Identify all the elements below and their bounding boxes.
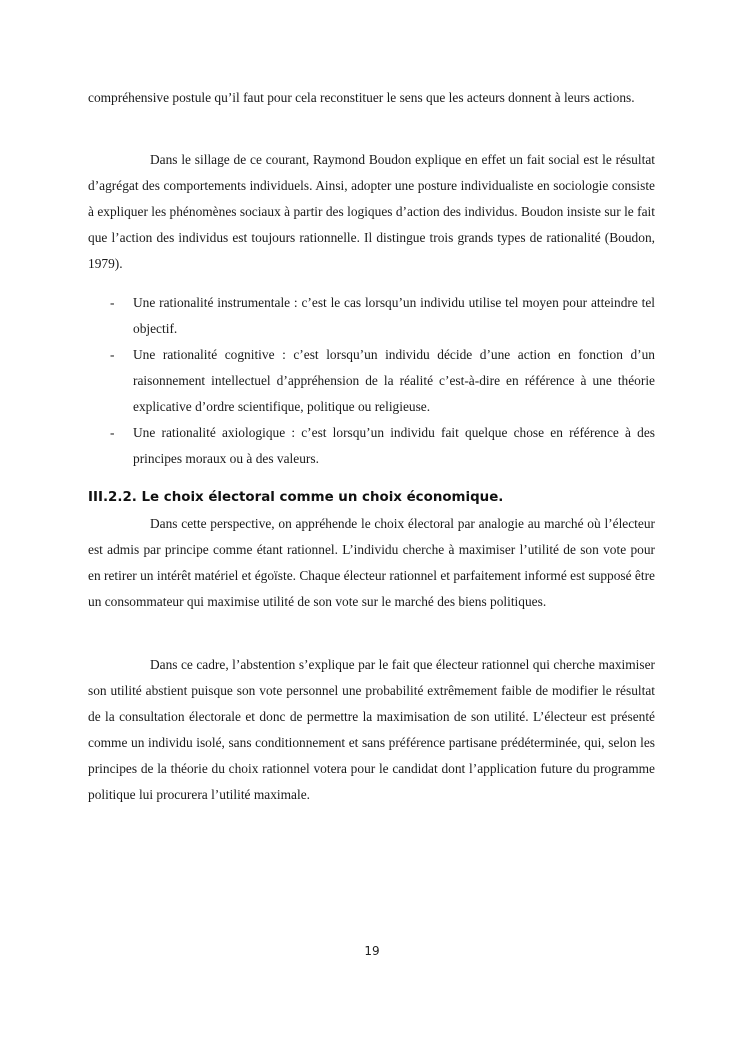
section-heading: III.2.2. Le choix électoral comme un choix économique. bbox=[88, 490, 504, 505]
bullet-dash: - bbox=[110, 295, 115, 310]
paragraph-boudon: Dans le sillage de ce courant, Raymond Boudon explique en effet un fait social est le résultat d’agrégat des comportements individuels. Ainsi, adopter une posture individualiste en sociologie consiste à expliquer les phénomènes sociaux à partir des logiques d’action des individus. Boudon insiste sur le fait que l’action des individus est toujours rationnelle. Il distingue trois grands types de rationalité (Boudon, 1979). bbox=[88, 152, 655, 271]
bullet-dash: - bbox=[110, 425, 115, 440]
list-item bbox=[88, 290, 655, 342]
paragraph-intro-end: compréhensive postule qu’il faut pour cela reconstituer le sens que les acteurs donnent à leurs actions. bbox=[88, 90, 635, 105]
list-item bbox=[88, 420, 655, 472]
list-item bbox=[88, 342, 655, 420]
list-item-text: Une rationalité instrumentale : c’est le cas lorsqu’un individu utilise tel moyen pour atteindre tel objectif. bbox=[133, 295, 655, 336]
page-number: 19 bbox=[364, 944, 380, 958]
paragraph-market: Dans cette perspective, on appréhende le choix électoral par analogie au marché où l’électeur est admis par principe comme étant rationnel. L’individu cherche à maximiser l’utilité de son vote pour en retirer un intérêt matériel et égoïste. Chaque électeur rationnel et parfaitement informé est supposé être un consommateur qui maximise utilité de son vote sur le marché des biens politiques. bbox=[88, 516, 655, 609]
rationality-list bbox=[88, 290, 655, 472]
list-item-text: Une rationalité axiologique : c’est lorsqu’un individu fait quelque chose en référence à des principes moraux ou à des valeurs. bbox=[133, 425, 655, 466]
list-item-text: Une rationalité cognitive : c’est lorsqu’un individu décide d’une action en fonction d’un raisonnement intellectuel d’appréhension de la réalité c’est-à-dire en référence à une théorie explicative d’ordre scientifique, politique ou religieuse. bbox=[133, 347, 655, 414]
bullet-dash: - bbox=[110, 347, 115, 362]
paragraph-abstention: Dans ce cadre, l’abstention s’explique par le fait que électeur rationnel qui cherche maximiser son utilité abstient puisque son vote personnel une probabilité extrêmement faible de modifier le résultat de la consultation électorale et donc de permettre la maximisation de son utilité. L’électeur est présenté comme un individu isolé, sans conditionnement et sans préférence partisane prédéterminée, qui, selon les principes de la théorie du choix rationnel votera pour le candidat dont l’application future du programme politique lui procurera l’utilité maximale. bbox=[88, 657, 655, 802]
